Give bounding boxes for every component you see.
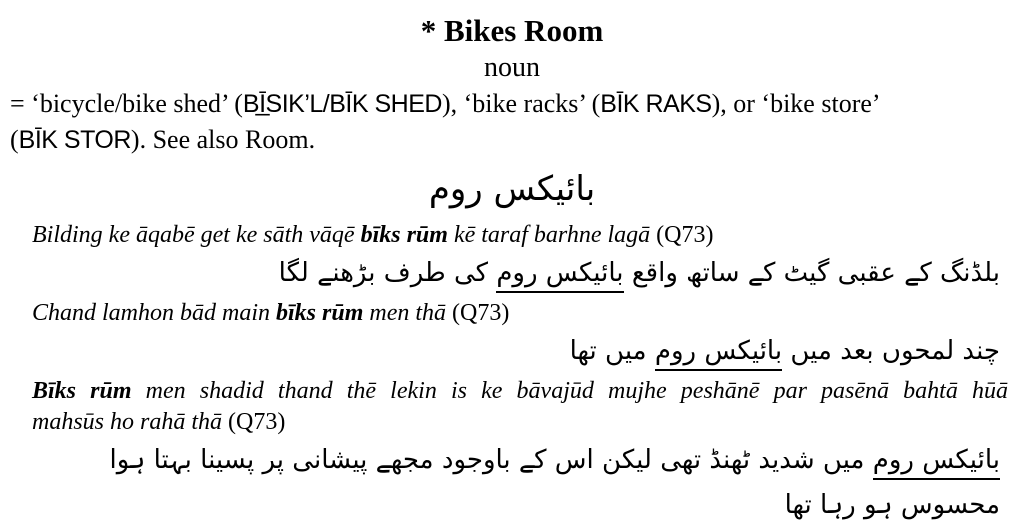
example-1-roman	[10, 220, 1014, 251]
example-3-urdu	[10, 438, 1014, 520]
definition-line-1	[10, 86, 1014, 122]
example-3-roman-line-1	[10, 376, 1014, 407]
definition-text: ), or ‘bike store’	[711, 89, 881, 118]
urdu-text: چند لمحوں بعد میں	[782, 336, 1000, 366]
source-reference: (Q73)	[452, 300, 510, 326]
example-text: kē taraf barhne lagā	[447, 222, 657, 248]
urdu-term-underlined: بائیکس روم	[655, 336, 782, 371]
example-text: mahsūs ho rahā thā	[32, 409, 229, 435]
example-2-urdu	[10, 329, 1014, 374]
urdu-term-underlined: بائیکس روم	[496, 258, 623, 293]
definition-text: ). See also Room.	[130, 125, 316, 154]
source-reference: (Q73)	[656, 222, 714, 248]
pronunciation: BĪK STOR	[18, 126, 131, 154]
example-1-urdu	[10, 251, 1014, 296]
example-2-roman	[10, 298, 1014, 329]
part-of-speech: noun	[484, 52, 540, 83]
example-text: Chand lamhon bād main	[32, 300, 277, 326]
pronunciation: BĪ̲SIK’L/BĪK SHED	[242, 90, 442, 118]
urdu-text: بلڈنگ کے عقبی گیٹ کے ساتھ واقع	[623, 258, 1000, 288]
definition-text: ), ‘bike racks’ (	[441, 89, 601, 118]
example-text: men thā	[363, 300, 453, 326]
example-3-roman-line-2	[10, 407, 1014, 438]
definition-block	[10, 86, 1014, 158]
urdu-text: میں شدید ٹھنڈ تھی لیکن اس کے باوجود مجھے پیشانی پر پسینا بہتا ہوا محسوس ہو رہا تھا	[109, 445, 1000, 520]
definition-text: = ‘bicycle/bike shed’ (	[10, 89, 243, 118]
urdu-headword: بائیکس روم	[428, 169, 596, 209]
example-text: Bilding ke āqabē get ke sāth vāqē	[32, 222, 361, 248]
definition-text: (	[10, 125, 19, 154]
urdu-text: میں تھا	[569, 336, 655, 366]
urdu-text: کی طرف بڑھنے لگا	[278, 258, 497, 288]
entry-title: * Bikes Room	[420, 13, 604, 48]
example-term: Bīks rūm	[32, 378, 132, 404]
example-term: bīks rūm	[276, 300, 364, 326]
pronunciation: BĪK RAKS	[600, 90, 712, 118]
example-term: bīks rūm	[360, 222, 448, 248]
definition-line-2	[10, 122, 1014, 158]
example-text: men shadid thand thē lekin is ke bāvajūd mujhe peshānē par pasēnā bahtā hūā	[131, 378, 1008, 404]
urdu-term-underlined: بائیکس روم	[873, 445, 1000, 480]
source-reference: (Q73)	[228, 409, 286, 435]
